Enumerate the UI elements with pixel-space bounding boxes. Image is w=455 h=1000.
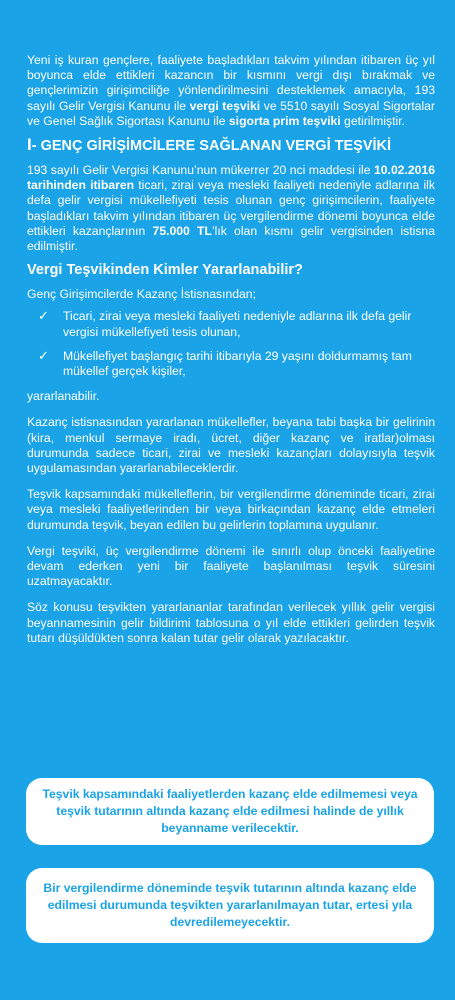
eligibility-list	[27, 309, 435, 379]
law-paragraph	[27, 163, 435, 254]
intro-bold-vergi: vergi teşviki	[189, 98, 261, 113]
note-box	[26, 868, 434, 943]
body-paragraph: Teşvik kapsamındaki mükelleflerin, bir vergilendirme döneminde ticari, zirai veya mesleki faaliyetlerinden bir veya birkaçından kazanç elde etmeleri durumunda teşvik, beyan edilen bu gelirlerin toplamına uygulanır.	[27, 487, 435, 532]
note-box	[26, 778, 434, 845]
list-item	[27, 309, 435, 339]
who-lead: Genç Girişimcilerde Kazanç İstisnasından;	[27, 287, 256, 302]
body-paragraph: Vergi teşviki, üç vergilendirme dönemi ile sınırlı olup önceki faaliyetine devam ederken yeni bir faaliyete başlanılması teşvik süresini uzatmayacaktır.	[27, 543, 435, 589]
note-text: Bir vergilendirme döneminde teşvik tutarının altında kazanç elde edilmesi durumunda teşvikten yararlanılmayan tutar, ertesi yıla devredilemeyecektir.	[43, 881, 417, 929]
law-amount: 75.000 TL	[152, 223, 212, 238]
intro-text-3: getirilmiştir.	[340, 113, 406, 128]
section-title	[27, 136, 435, 155]
list-item-text: Mükellefiyet başlangıç tarihi itibarıyla 29 yaşını doldurmamış tam mükellef gerçek kişiler,	[63, 348, 412, 379]
law-text-e: ’lık olan kısmı gelir vergisinden istisna edilmiştir.	[27, 223, 435, 254]
body-paragraph: Kazanç istisnasından yararlanan mükellefler, beyana tabi başka bir gelirinin (kira, menkul sermaye iradı, ücret, diğer kazanç ve iratlar)olması durumunda sadece ticari, zirai ve mesleki kazançları dolayısıyla teşvik uygulamasından yararlanabileceklerdir.	[27, 415, 435, 476]
intro-text-1: Yeni iş kuran gençlere, faaliyete başladıkları takvim yılından itibaren üç yıl boyunca elde ettikleri kazancın bir kısmını vergi dışı bırakmak ve gençlerimizin girişimciliğe yönlendirilmesini desteklemek amacıyla, 193 sayılı Gelir Vergisi Kanunu ile	[27, 53, 435, 113]
who-tail: yararlanabilir.	[27, 389, 100, 404]
intro-text-2: ve 5510 sayılı Sosyal Sigortalar ve Genel Sağlık Sigortası Kanunu ile	[27, 98, 435, 128]
list-item-text: Ticari, zirai veya mesleki faaliyeti nedeniyle adlarına ilk defa gelir vergisi mükellefiyeti tesis olunan,	[63, 309, 412, 339]
note-text: Teşvik kapsamındaki faaliyetlerden kazanç elde edilmemesi veya teşvik tutarının altında kazanç elde edilmesi halinde de yıllık beyanname verilecektir.	[42, 787, 418, 835]
section-title-text: - GENÇ GİRİŞİMCİLERE SAĞLANAN VERGİ TEŞVİKİ	[31, 138, 392, 155]
checkmark-icon: ✓	[38, 347, 49, 363]
body-paragraph: Söz konusu teşvikten yararlananlar tarafından verilecek yıllık gelir vergisi beyannamesinin gelir bildirimi tablosuna o yıl elde ettikleri gelirden teşvik tutarı düşüldükten sonra kalan tutar gelir olarak yazılacaktır.	[27, 600, 435, 645]
intro-paragraph	[27, 53, 435, 129]
main-content	[27, 53, 435, 657]
list-item	[27, 349, 435, 379]
law-text-a: 193 sayılı Gelir Vergisi Kanunu’nun mükerrer 20 nci maddesi ile	[27, 163, 374, 178]
who-heading: Vergi Teşvikinden Kimler Yararlanabilir?	[27, 262, 303, 279]
law-text-c: ticari, zirai veya mesleki faaliyeti nedeniyle adlarına ilk defa gelir vergisi mükellefiyeti tesis olunan genç girişimcilerin, faaliyete başladıkları takvim yılından itibaren üç vergilendirme dönemi boyunca elde ettikleri kazançlarının	[27, 178, 435, 238]
section-roman: I	[27, 135, 32, 155]
law-date: 10.02.2016 tarihinden itibaren	[27, 163, 435, 193]
intro-bold-sigorta: sigorta prim teşviki	[228, 113, 341, 128]
checkmark-icon: ✓	[38, 308, 49, 324]
